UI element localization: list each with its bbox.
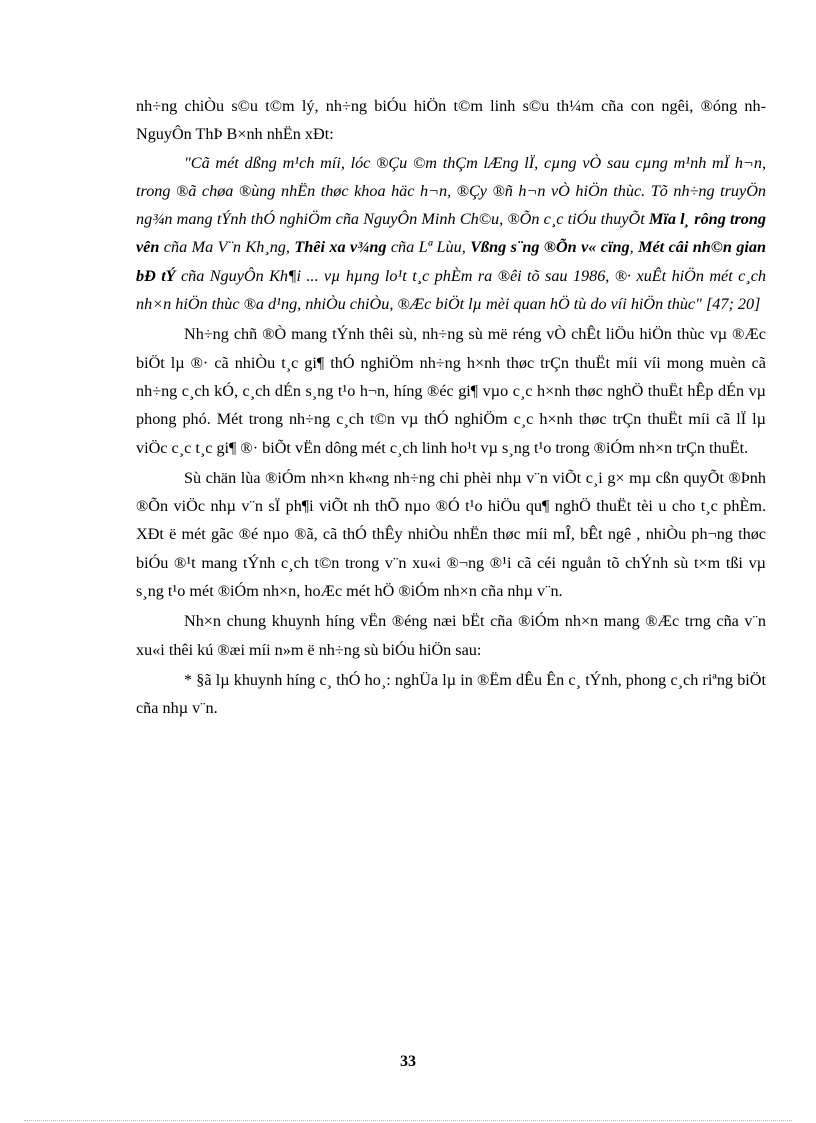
quote-text-f: cña NguyÔn Kh¶i ... vµ hµng lo¹t t¸c phÈm ra ®êi tõ sau 1986, ®· xuÊt hiÖn mét c¸ch nh×n hiÖn thùc ®a d¹ng, nhiÒu chiÒu, ®Æc biÖt lµ mèi quan hÖ tù do víi hiÖn thùc" [47; 20] [136, 266, 766, 314]
paragraph-5 [136, 666, 766, 723]
quote-text-e: , [629, 238, 639, 257]
work-title-3: Vßng s¨ng ®Õn v« cïng [470, 238, 630, 257]
work-title-2: Thêi xa v¾ng [294, 238, 387, 257]
paragraph-4-text: Nh×n chung khuynh híng vËn ®éng næi bËt cña ®iÓm nh×n mang ®Æc trng cña v¨n xu«i thêi kú ®æi míi n»m ë nh÷ng sù biÓu hiÖn sau: [136, 612, 766, 659]
paragraph-5-text: * §ã lµ khuynh híng c¸ thÓ ho¸: nghÜa lµ in ®Ëm dÊu Ên c¸ tÝnh, phong c¸ch riªng biÖt cña nhµ v¨n. [136, 670, 766, 718]
paragraph-3-text: Sù chän lùa ®iÓm nh×n kh«ng nh÷ng chi phèi nhµ v¨n viÕt c¸i g× mµ cßn quyÕt ®Þnh ®Õn viÖc nhµ v¨n sÏ ph¶i viÕt nh thÕ nµo ®Ó t¹o hiÖu qu¶ nghÖ thuËt tèi u cho t¸c phÈm. XÐt ë mét gãc ®é nµo ®ã, cã thÓ thÊy nhiÒu nhËn thøc míi mÎ, bÊt ngê , nhiÒu ph¬ng thøc biÓu ®¹t mang tÝnh c¸ch t©n trong v¨n xu«i ®¬ng ®¹i cã céi nguån tõ chÝnh sù t×m tßi vµ s¸ng t¹o mét ®iÓm nh×n, hoÆc mét hÖ ®iÓm nh×n cña nhµ v¨n. [136, 468, 766, 601]
work-title-1: Mïa l¸ rông trong vên [136, 210, 766, 257]
body-text [136, 92, 766, 723]
paragraph-3 [136, 464, 766, 605]
quote-text-d: cña Lª Lùu, [386, 238, 471, 257]
paragraph-2 [136, 320, 766, 461]
work-title-4: Mét câi nh©n gian bÐ tÝ [136, 238, 767, 285]
paragraph-1-text: nh÷ng chiÒu s©u t©m lý, nh÷ng biÓu hiÖn t©m linh s©u th¼m cña con ngêi, ®óng nh NguyÔn ThÞ B×nh nhËn xÐt: [136, 97, 766, 144]
paragraph-4 [136, 607, 766, 664]
page-number: 33 [400, 1053, 416, 1070]
quote-text-a: "Cã mét dßng m¹ch míi, lóc ®Çu ©m thÇm lÆng lÏ, cµng vÒ sau cµng m¹nh mÏ h¬n, trong ®ã chøa ®ùng nhËn thøc khoa häc h¬n, ®Çy ®ñ h¬n vÒ hiÖn thùc. Tõ nh÷ng truyÖn ng¾n mang tÝnh thÓ nghiÖm cña NguyÔn Minh Ch©u, ®Õn c¸c tiÓu thuyÕt [136, 153, 766, 229]
paragraph-1 [136, 92, 766, 149]
paragraph-2-text: Nh÷ng chñ ®Ò mang tÝnh thêi sù, nh÷ng sù më réng vÒ chÊt liÖu hiÖn thùc vµ ®Æc biÖt lµ ®· cã nhiÒu t¸c gi¶ thÓ nghiÖm nh÷ng h×nh thøc trÇn thuËt míi víi mong muèn cã nh÷ng c¸ch kÓ, c¸ch dÉn s¸ng t¹o h¬n, híng ®éc gi¶ vµo c¸c h×nh thøc nghÖ thuËt hÊp dÉn vµ phong phó. Mét trong nh÷ng c¸ch t©n vµ thÓ nghiÖm c¸c h×nh thøc trÇn thuËt míi cã lÏ lµ viÖc c¸c t¸c gi¶ ®· biÕt vËn dông mét c¸ch linh ho¹t vµ s¸ng t¹o trong ®iÓm nh×n trÇn thuËt. [136, 325, 766, 457]
quote-text-c: cña Ma V¨n Kh¸ng, [159, 238, 295, 257]
footer-divider [24, 1120, 792, 1121]
quote-paragraph [136, 149, 766, 319]
